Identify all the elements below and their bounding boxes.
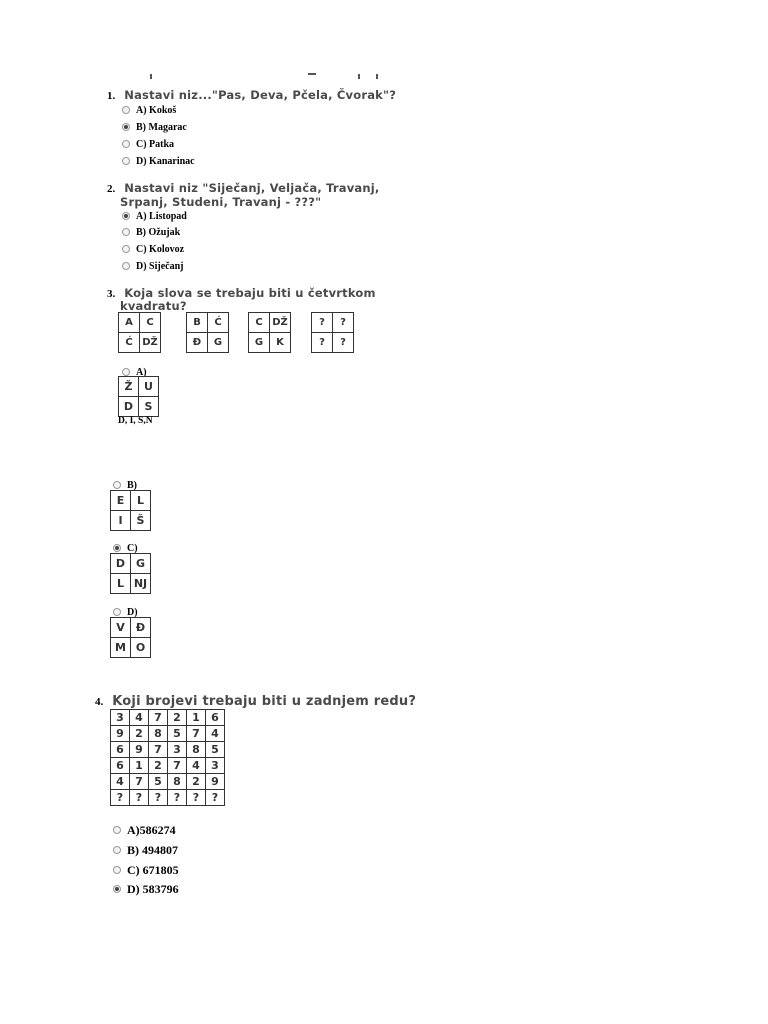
question-2-header-cont [120,195,321,210]
option-label: A) [136,366,147,378]
q4-option-b[interactable] [113,844,178,856]
option-label: A)586274 [127,822,176,837]
grid-cell: 6 [206,710,225,726]
question-text-line-1: Koja slova se trebaju biti u četvrtkom [124,286,376,300]
q2-option-b[interactable] [122,226,180,238]
radio-button[interactable] [122,106,130,114]
question-text-line-2: Srpanj, Studeni, Travanj - ???" [120,195,322,209]
question-number: 3. [107,288,116,300]
grid-cell: G [249,333,270,353]
grid-cell: ? [168,790,187,806]
grid-cell: Đ [187,333,208,353]
grid-cell: Š [131,511,151,531]
option-label: B) 494807 [127,842,178,857]
grid-cell: M [111,638,131,658]
grid-cell: ? [333,333,354,353]
question-number: 4. [95,696,104,708]
grid-cell: DŽ [270,313,291,333]
question-text-line-1: Nastavi niz "Siječanj, Veljača, Travanj, [124,181,380,195]
grid-cell: ? [333,313,354,333]
grid-cell: U [139,377,159,397]
option-label: B) [127,479,137,491]
clipped-text-fragment [120,73,380,79]
grid-cell: C [249,313,270,333]
grid-cell: 7 [149,710,168,726]
letter-square-3 [248,312,291,353]
option-label: D) 583796 [127,881,179,896]
q2-option-a[interactable] [122,210,187,222]
radio-button[interactable] [113,826,121,834]
grid-cell: D [111,554,131,574]
question-number: 1. [107,90,116,102]
grid-cell: ? [130,790,149,806]
option-label: D) Siječanj [136,260,184,272]
option-label: C) [127,542,138,554]
grid-cell: ? [149,790,168,806]
grid-cell: S [139,397,159,417]
grid-cell: D [119,397,139,417]
question-1-header [107,88,396,103]
radio-button-selected[interactable] [122,123,130,131]
grid-cell: L [131,491,151,511]
grid-cell: 2 [168,710,187,726]
grid-cell: 8 [149,726,168,742]
option-d-square [110,617,151,658]
grid-cell: I [111,511,131,531]
question-text: Nastavi niz..."Pas, Deva, Pčela, Čvorak"? [124,88,397,102]
grid-cell: O [131,638,151,658]
grid-cell: Ć [208,313,229,333]
grid-cell: 5 [168,726,187,742]
q4-option-a[interactable] [113,824,176,836]
option-label: B) Ožujak [136,226,181,238]
option-a-square [118,376,159,417]
option-b-square [110,490,151,531]
option-label: A) Listopad [136,210,187,222]
q4-option-d[interactable] [113,883,179,895]
question-2-header [107,181,379,196]
number-grid [110,709,225,806]
option-label: C) Patka [136,138,175,150]
grid-cell: 5 [206,742,225,758]
grid-cell: NJ [131,574,151,594]
option-label: D) Kanarinac [136,155,195,167]
grid-cell: 7 [149,742,168,758]
option-label: C) Kolovoz [136,243,185,255]
q1-option-b[interactable] [122,121,187,133]
grid-cell: 4 [187,758,206,774]
option-c-square [110,553,151,594]
radio-button-selected[interactable] [122,212,130,220]
option-label: B) Magarac [136,121,187,133]
grid-cell: 4 [130,710,149,726]
radio-button[interactable] [122,368,130,376]
q1-option-a[interactable] [122,104,176,116]
grid-cell: K [270,333,291,353]
grid-cell: G [131,554,151,574]
radio-button[interactable] [122,228,130,236]
radio-button-selected[interactable] [113,544,121,552]
q2-option-c[interactable] [122,243,184,255]
grid-cell: 8 [168,774,187,790]
grid-cell: 2 [187,774,206,790]
radio-button[interactable] [122,262,130,270]
grid-cell: 7 [187,726,206,742]
grid-cell: 3 [206,758,225,774]
grid-cell: Đ [131,618,151,638]
question-number: 2. [107,183,116,195]
grid-cell: 3 [111,710,130,726]
grid-cell: 9 [130,742,149,758]
grid-cell: E [111,491,131,511]
grid-cell: L [111,574,131,594]
grid-cell: Ć [119,333,140,353]
grid-cell: 4 [111,774,130,790]
grid-cell: 4 [206,726,225,742]
grid-cell: 2 [149,758,168,774]
radio-button[interactable] [113,608,121,616]
question-text-line-2: kvadratu? [120,299,187,313]
grid-cell: 9 [206,774,225,790]
q2-option-d[interactable] [122,260,184,272]
grid-cell: C [140,313,161,333]
grid-cell: V [111,618,131,638]
grid-cell: 7 [130,774,149,790]
grid-cell: 7 [168,758,187,774]
radio-button-selected[interactable] [113,885,121,893]
letter-square-1 [118,312,161,353]
grid-cell: ? [187,790,206,806]
grid-cell: DŽ [140,333,161,353]
grid-cell: 3 [168,742,187,758]
question-text: Koji brojevi trebaju biti u zadnjem redu? [112,694,417,709]
grid-cell: 2 [130,726,149,742]
grid-cell: 6 [111,758,130,774]
radio-button[interactable] [113,481,121,489]
letter-square-2 [186,312,229,353]
grid-cell: 5 [149,774,168,790]
grid-cell: 8 [187,742,206,758]
option-a-note: D, I, S,N [118,416,153,426]
q4-option-c[interactable] [113,864,179,876]
grid-cell: 1 [130,758,149,774]
grid-cell: ? [206,790,225,806]
radio-button[interactable] [122,140,130,148]
grid-cell: Ž [119,377,139,397]
q1-option-d[interactable] [122,155,195,167]
grid-cell: ? [312,333,333,353]
grid-cell: 6 [111,742,130,758]
option-label: A) Kokoš [136,104,177,116]
radio-button[interactable] [122,157,130,165]
radio-button[interactable] [122,245,130,253]
option-label: D) [127,606,138,618]
option-label: C) 671805 [127,862,179,877]
grid-cell: 9 [111,726,130,742]
grid-cell: ? [312,313,333,333]
letter-square-4 [311,312,354,353]
grid-cell: A [119,313,140,333]
grid-cell: B [187,313,208,333]
grid-cell: ? [111,790,130,806]
grid-cell: 1 [187,710,206,726]
radio-button[interactable] [113,866,121,874]
radio-button[interactable] [113,846,121,854]
q1-option-c[interactable] [122,138,174,150]
question-4-header [95,694,416,709]
grid-cell: G [208,333,229,353]
